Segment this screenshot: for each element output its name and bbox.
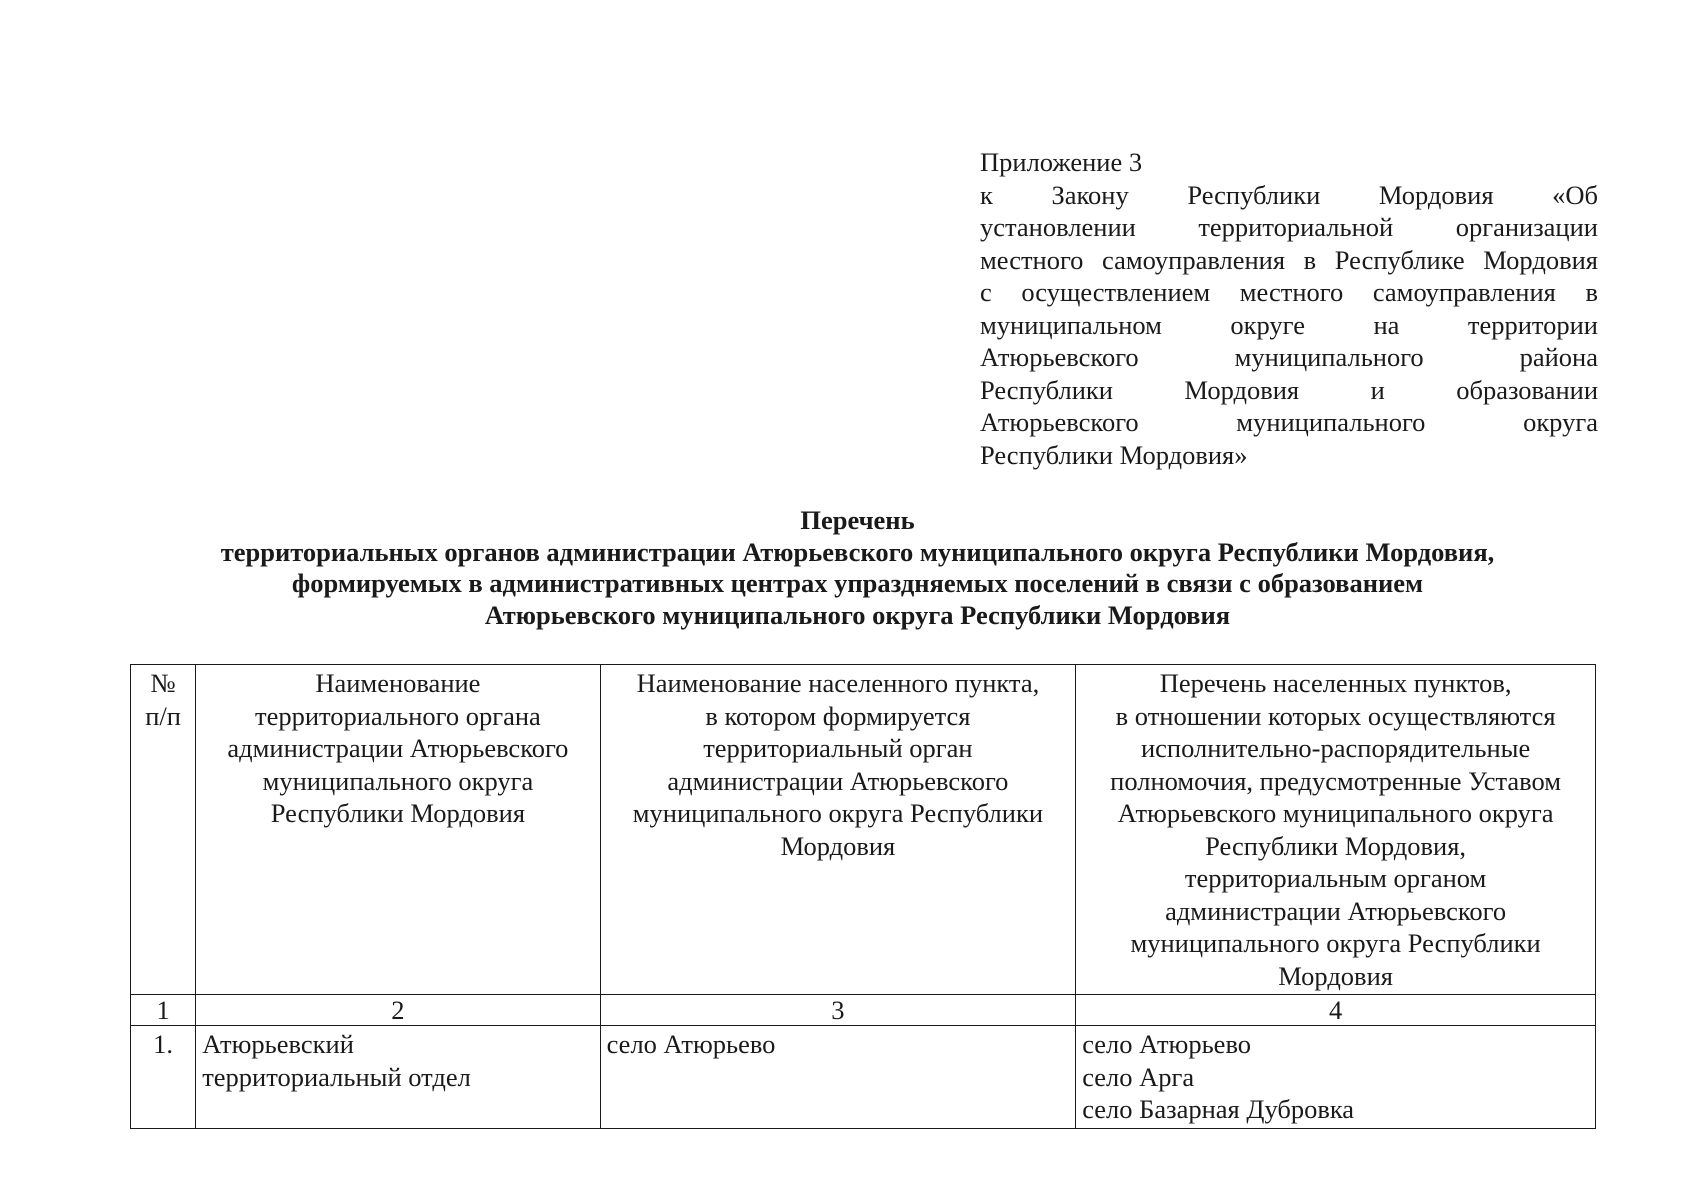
appendix-word: установлении [980,212,1136,242]
appendix-line: Приложение 3 [980,147,1143,177]
appendix-block [980,146,1598,471]
cell-line: Наименование населенного пункта, [636,668,1040,698]
appendix-word: муниципального [1234,342,1424,372]
title-subtitle-line: Атюрьевского муниципального округа Республики Мордовия [484,599,1231,630]
appendix-word: Атюрьевского [980,342,1139,372]
appendix-line [980,211,1598,244]
cell-line: территориальным органом [1184,863,1487,893]
table-header-row [131,665,1596,995]
title-subtitle-line: территориальных органов администрации Атюрьевского муниципального округа Республики Мордовия, [220,536,1495,567]
cell-line: Перечень населенных пунктов, [1159,668,1512,698]
appendix-line [980,244,1598,277]
cell-line: территориальный орган [703,733,973,763]
cell-line: село Базарная Дубровка [1082,1094,1355,1124]
territorial-organs-table [130,664,1596,1129]
header-center-name [600,665,1076,995]
appendix-line [980,276,1598,309]
appendix-word: на [1373,309,1400,340]
appendix-word: с [980,277,992,307]
cell-line: администрации Атюрьевского [1165,895,1507,926]
appendix-word: «Об [1552,179,1598,210]
cell-line: в котором формируется [705,700,971,731]
title-subtitle-line: формируемых в административных центрах упраздняемых поселений в связи с образованием [291,568,1424,598]
appendix-line [980,309,1598,342]
appendix-word: организации [1455,212,1598,242]
appendix-word: образовании [1456,374,1598,405]
appendix-word: в [1585,277,1598,307]
row-number: 1. [131,1026,196,1129]
appendix-line [980,406,1598,439]
appendix-word: Республики [1187,179,1321,210]
appendix-word: территориальной [1198,212,1394,242]
column-number: 2 [196,995,600,1026]
appendix-word: местного [980,244,1084,275]
header-number [131,665,196,995]
cell-line: Мордовия [1278,960,1393,991]
appendix-line [980,341,1598,374]
appendix-word: района [1519,342,1598,372]
cell-line: муниципального округа Республики [632,798,1044,828]
appendix-line [980,374,1598,407]
cell-line: территориальный отдел [202,1061,471,1092]
cell-line: Республики Мордовия, [1205,830,1467,861]
appendix-word: Республики [980,374,1113,405]
appendix-word: местного [1239,277,1344,307]
appendix-line: Республики Мордовия» [980,439,1248,470]
cell-line: муниципального округа Республики [1130,928,1541,958]
appendix-word: округе [1230,309,1305,340]
appendix-word: муниципального [1236,407,1426,437]
cell-line: село Атюрьево [1082,1029,1252,1059]
appendix-word: Атюрьевского [980,407,1139,437]
appendix-word: Мордовия [1483,244,1598,275]
table-row [131,1026,1596,1129]
appendix-word: муниципальном [980,309,1162,340]
row-organ-name [196,1026,600,1129]
row-settlements [1076,1026,1596,1129]
cell-line: Наименование [315,668,481,698]
cell-line: администрации Атюрьевского [667,765,1009,796]
cell-line: Республики Мордовия [270,798,526,828]
cell-line: Атюрьевский [202,1029,354,1059]
appendix-word: территории [1467,309,1598,340]
cell-line: администрации Атюрьевского [227,733,569,763]
row-center-name: село Атюрьево [600,1026,1076,1129]
cell-line: исполнительно-распорядительные [1140,733,1531,763]
header-organ-name [196,665,600,995]
appendix-word: Мордовия [1378,179,1494,210]
column-number: 3 [600,995,1076,1026]
appendix-line [980,179,1598,212]
cell-line: в отношении которых осуществляются [1115,700,1556,731]
appendix-word: Республике [1334,244,1465,275]
appendix-word: самоуправления [1102,244,1286,275]
appendix-word: Закону [1051,179,1129,210]
cell-line: № [150,668,176,698]
appendix-word: осуществлением [1021,277,1211,307]
cell-line: п/п [145,700,181,731]
title-heading: Перечень [800,505,915,535]
cell-line: Мордовия [780,830,896,861]
appendix-word: округа [1523,407,1598,437]
appendix-word: в [1303,244,1317,275]
cell-line: село Арга [1082,1061,1195,1092]
appendix-word: к [980,179,993,210]
column-number-row [131,995,1596,1026]
appendix-word: и [1370,374,1385,405]
column-number: 1 [131,995,196,1026]
cell-line: территориального органа [254,700,541,731]
document-title [0,505,1697,631]
cell-line: муниципального округа [262,765,534,796]
column-number: 4 [1076,995,1596,1026]
header-settlements-list [1076,665,1596,995]
appendix-word: самоуправления [1372,277,1556,307]
appendix-word: Мордовия [1184,374,1300,405]
cell-line: Атюрьевского муниципального округа [1117,798,1554,828]
cell-line: полномочия, предусмотренные Уставом [1110,765,1562,796]
